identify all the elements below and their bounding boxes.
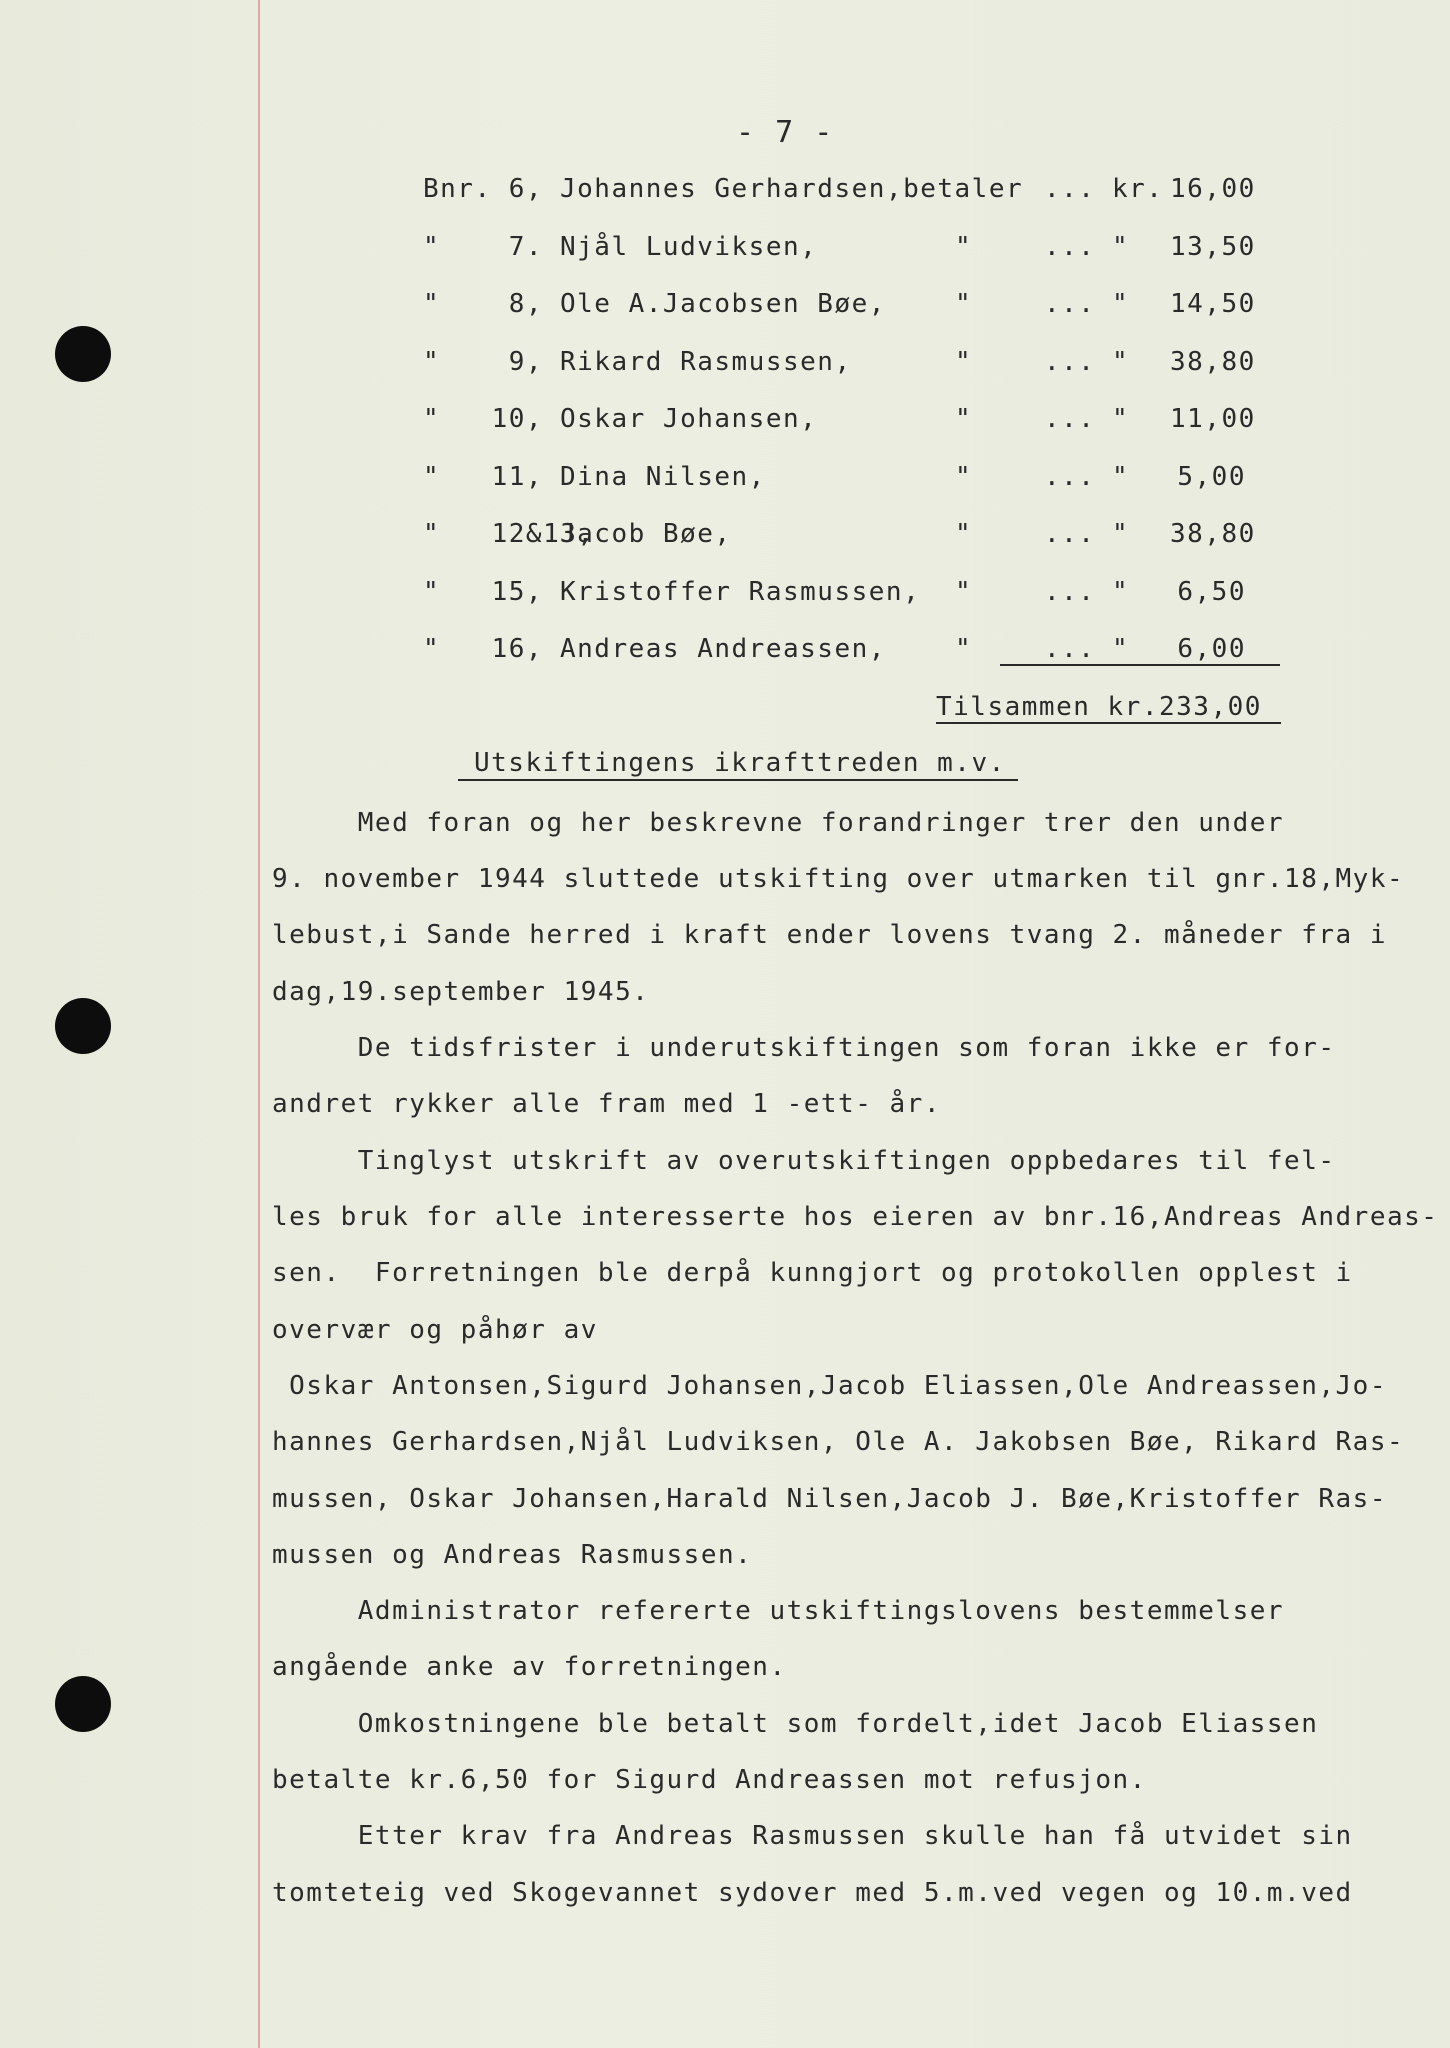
row-amount: 38,80 [1170, 347, 1256, 377]
body-line: Administrator refererte utskiftingslovens bestemmelser [272, 1596, 1285, 1626]
body-line: 9. november 1944 sluttede utskifting over utmarken til gnr.18,Myk- [272, 864, 1405, 894]
row-currency: " [1112, 577, 1130, 607]
row-dots: ... [1044, 519, 1096, 549]
row-dots: ... [1044, 634, 1096, 664]
row-amount: 6,50 [1177, 577, 1246, 607]
row-bnr: " 9, [423, 347, 544, 377]
body-line: mussen, Oskar Johansen,Harald Nilsen,Jacob J. Bøe,Kristoffer Ras- [272, 1484, 1387, 1514]
body-line: hannes Gerhardsen,Njål Ludviksen, Ole A. Jakobsen Bøe, Rikard Ras- [272, 1427, 1405, 1457]
row-ditto: " [955, 519, 973, 549]
row-bnr: " 15, [423, 577, 544, 607]
body-line: Etter krav fra Andreas Rasmussen skulle han få utvidet sin [272, 1821, 1353, 1851]
row-bnr: " 11, [423, 462, 544, 492]
row-bnr: " 7. [423, 232, 544, 262]
row-name: Dina Nilsen, [560, 462, 766, 492]
body-line: sen. Forretningen ble derpå kunngjort og protokollen opplest i [272, 1258, 1353, 1288]
row-currency: " [1112, 232, 1130, 262]
total-line: Tilsammen kr.233,00 [936, 692, 1262, 722]
row-amount: 6,00 [1177, 634, 1246, 664]
section-heading: Utskiftingens ikrafttreden m.v. [474, 748, 1006, 778]
row-currency: " [1112, 347, 1130, 377]
total-rule-bottom [936, 722, 1281, 724]
row-currency: " [1112, 289, 1130, 319]
row-currency: " [1112, 634, 1130, 664]
punch-hole-middle [55, 998, 111, 1054]
row-name: Kristoffer Rasmussen, [560, 577, 921, 607]
row-bnr: " 8, [423, 289, 544, 319]
row-amount: 13,50 [1170, 232, 1256, 262]
row-ditto: " [955, 232, 973, 262]
body-line: mussen og Andreas Rasmussen. [272, 1540, 753, 1570]
body-line: tomteteig ved Skogevannet sydover med 5.m.ved vegen og 10.m.ved [272, 1878, 1353, 1908]
row-dots: ... [1044, 289, 1096, 319]
row-dots: ... [1044, 232, 1096, 262]
body-line: Tinglyst utskrift av overutskiftingen oppbedares til fel- [272, 1146, 1336, 1176]
row-amount: 11,00 [1170, 404, 1256, 434]
body-line: dag,19.september 1945. [272, 977, 650, 1007]
row-name: Rikard Rasmussen, [560, 347, 852, 377]
row-ditto: " [955, 577, 973, 607]
row-currency: " [1112, 519, 1130, 549]
body-line: Med foran og her beskrevne forandringer trer den under [272, 808, 1285, 838]
total-rule-top [1000, 664, 1280, 666]
row-bnr: " 16, [423, 634, 544, 664]
row-dots: ... [1044, 404, 1096, 434]
row-amount: 16,00 [1170, 174, 1256, 204]
row-bnr: " 10, [423, 404, 544, 434]
row-dots: ... [1044, 577, 1096, 607]
row-currency: " [1112, 404, 1130, 434]
row-amount: 14,50 [1170, 289, 1256, 319]
row-name: Andreas Andreassen, [560, 634, 886, 664]
row-name: Oskar Johansen, [560, 404, 818, 434]
row-amount: 38,80 [1170, 519, 1256, 549]
body-line: overvær og påhør av [272, 1315, 598, 1345]
punch-hole-top [55, 326, 111, 382]
body-line: angående anke av forretningen. [272, 1652, 787, 1682]
body-line: De tidsfrister i underutskiftingen som foran ikke er for- [272, 1033, 1336, 1063]
body-line: lebust,i Sande herred i kraft ender lovens tvang 2. måneder fra i [272, 920, 1387, 950]
row-bnr: Bnr. 6, [423, 174, 544, 204]
row-name: Njål Ludviksen, [560, 232, 818, 262]
row-currency: " [1112, 462, 1130, 492]
row-ditto: " [955, 404, 973, 434]
row-name: Johannes Gerhardsen,betaler [560, 174, 1024, 204]
body-line: Omkostningene ble betalt som fordelt,idet Jacob Eliassen [272, 1709, 1319, 1739]
row-bnr: " 12&13, [423, 519, 595, 549]
row-dots: ... [1044, 347, 1096, 377]
row-ditto: " [955, 634, 973, 664]
body-line: andret rykker alle fram med 1 -ett- år. [272, 1089, 941, 1119]
body-line: Oskar Antonsen,Sigurd Johansen,Jacob Eliassen,Ole Andreassen,Jo- [272, 1371, 1387, 1401]
page-number: - 7 - [736, 115, 834, 150]
row-currency: kr. [1112, 174, 1164, 204]
heading-underline [458, 779, 1018, 781]
row-amount: 5,00 [1177, 462, 1246, 492]
row-name: Jacob Bøe, [560, 519, 732, 549]
row-ditto: " [955, 347, 973, 377]
margin-rule [258, 0, 260, 2048]
row-name: Ole A.Jacobsen Bøe, [560, 289, 886, 319]
row-dots: ... [1044, 462, 1096, 492]
body-line: betalte kr.6,50 for Sigurd Andreassen mot refusjon. [272, 1765, 1147, 1795]
body-line: les bruk for alle interesserte hos eieren av bnr.16,Andreas Andreas- [272, 1202, 1439, 1232]
row-ditto: " [955, 289, 973, 319]
row-ditto: " [955, 462, 973, 492]
punch-hole-bottom [55, 1676, 111, 1732]
row-dots: ... [1044, 174, 1096, 204]
